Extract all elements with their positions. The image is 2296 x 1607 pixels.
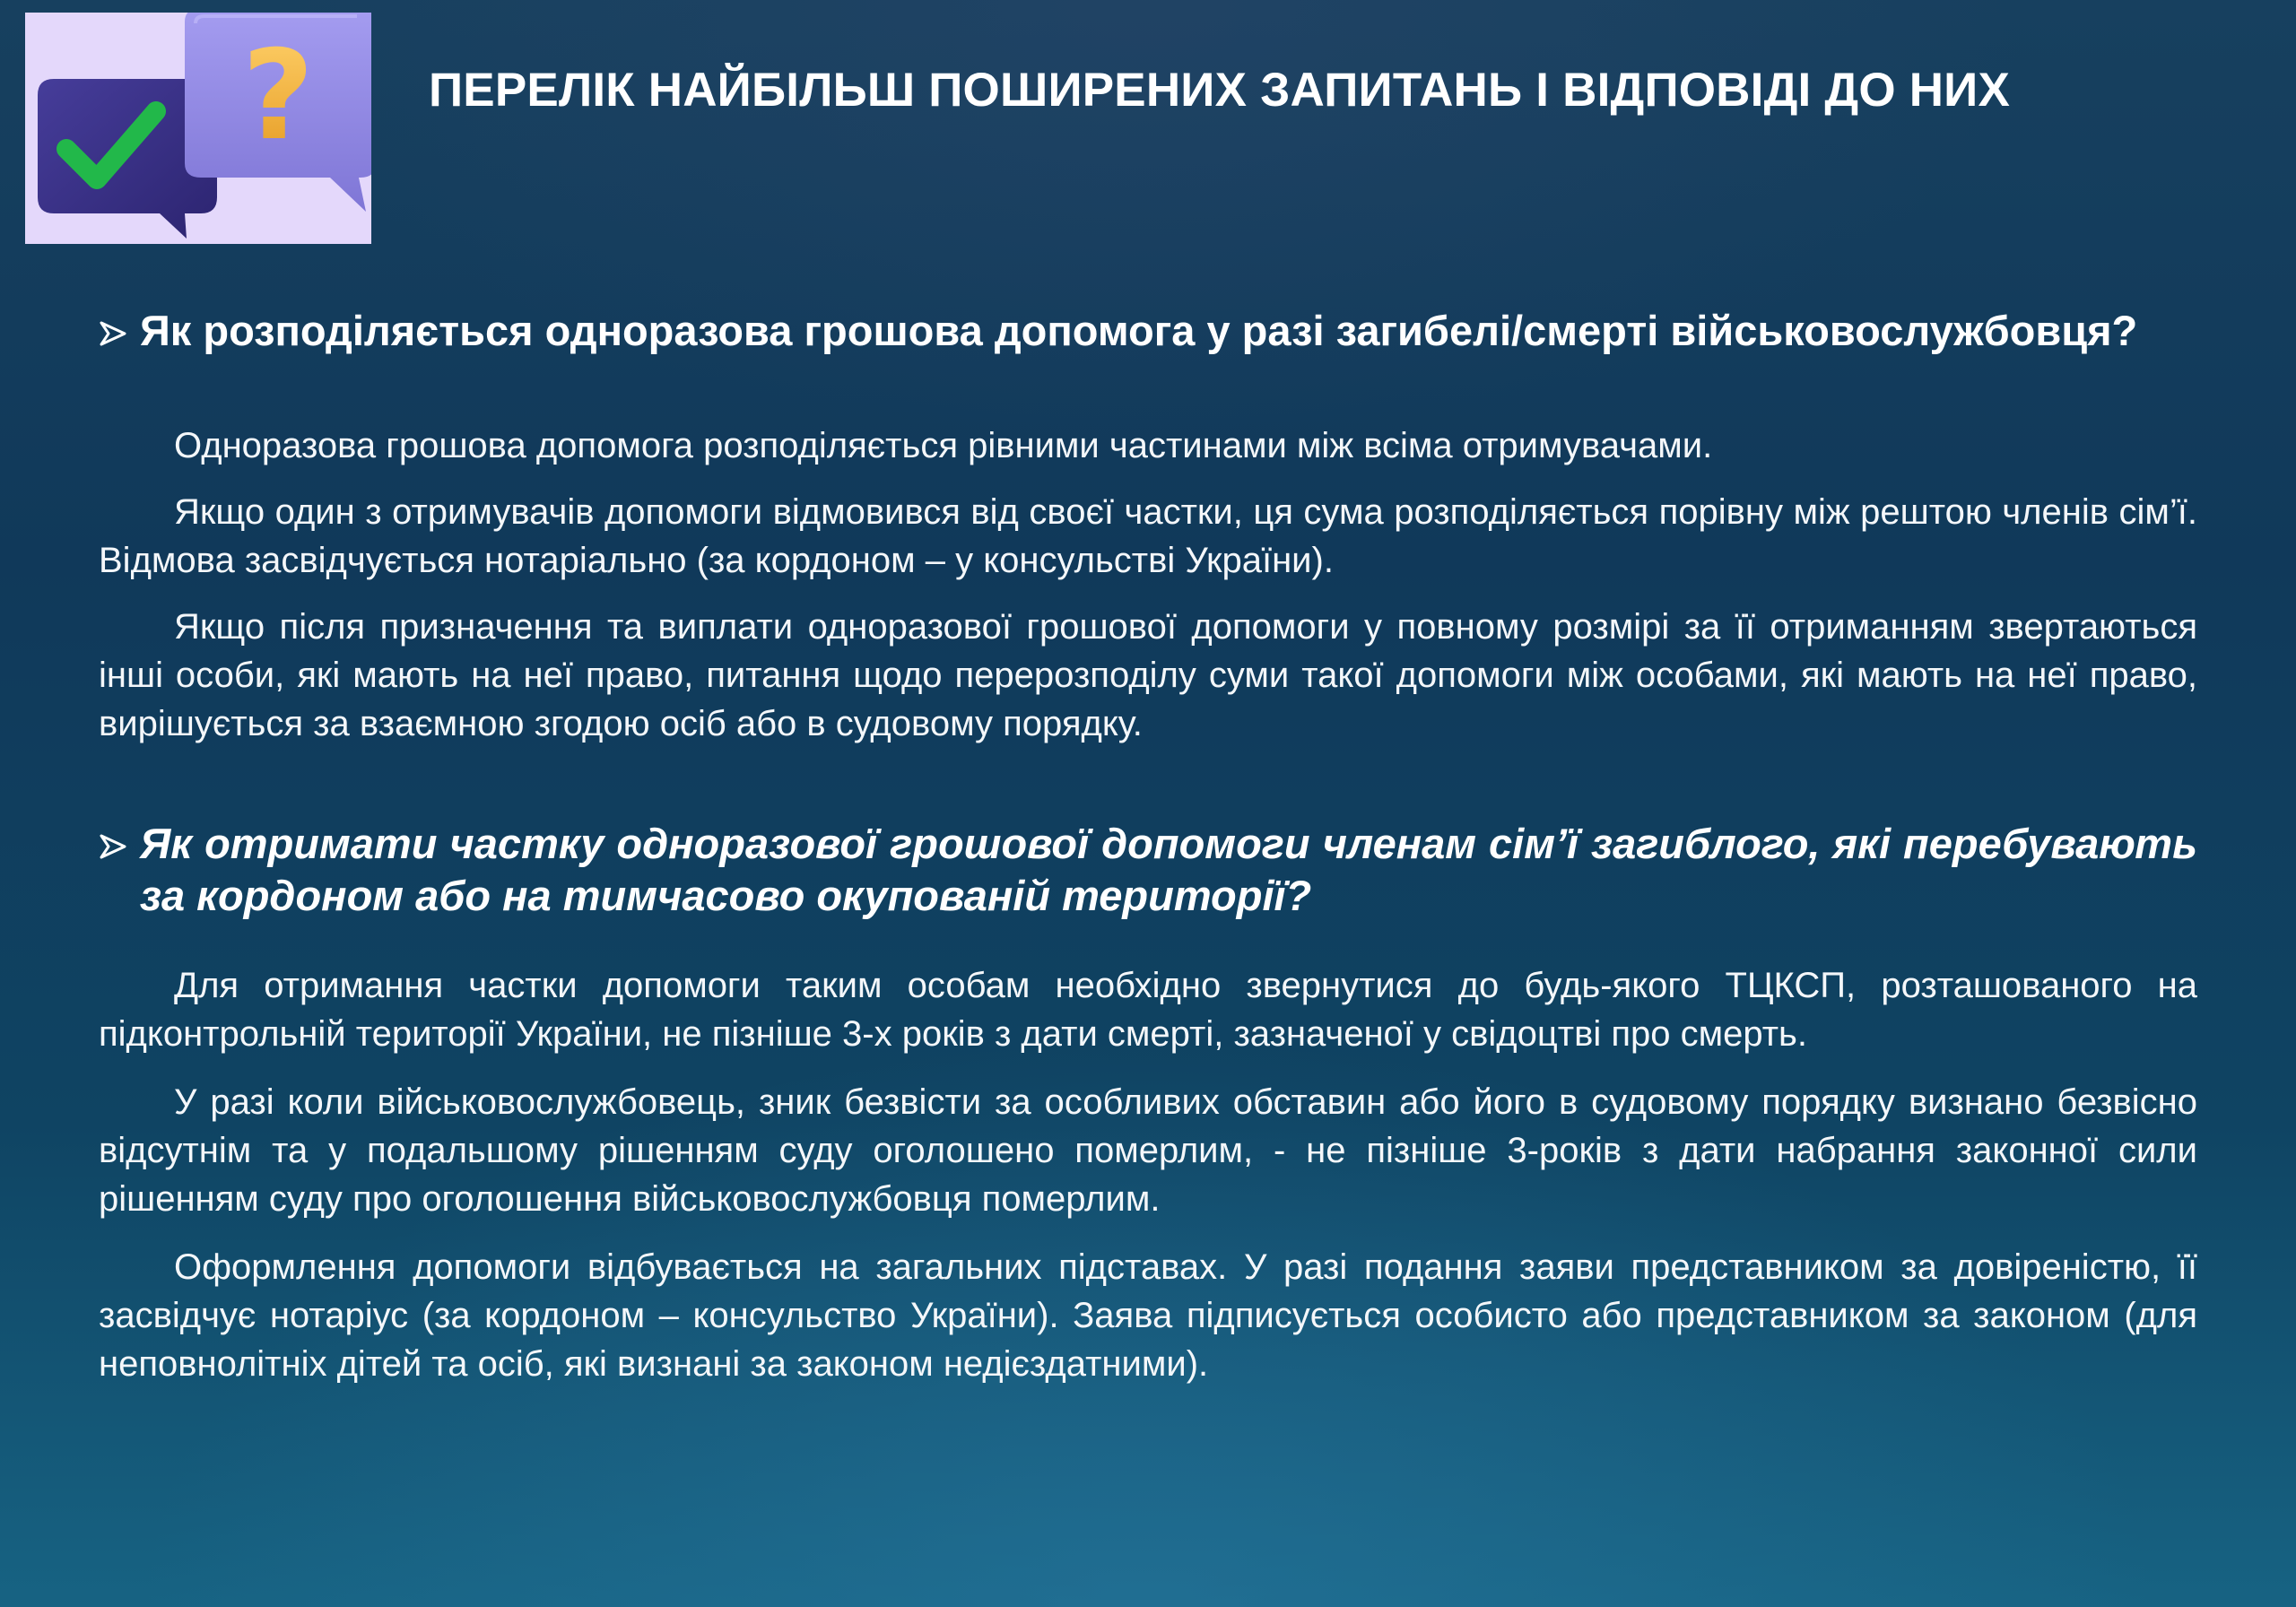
arrow-bullet-icon [99, 319, 127, 348]
faq-answer-1-2: Якщо один з отримувачів допомоги відмовився від своєї частки, ця сума розподіляється порівну між рештою членів сім’ї. Відмова засвідчується нотаріально (за кордоном – у консульстві України). [99, 492, 2197, 580]
chat-bubbles-check-question-icon [25, 13, 371, 244]
arrow-bullet-icon [99, 832, 127, 861]
svg-text:?: ? [241, 23, 315, 168]
faq-question-1-text: Як розподіляється одноразова грошова допомога у разі загибелі/смерті військовослужбовця? [140, 307, 2138, 354]
page-title: ПЕРЕЛІК НАЙБІЛЬШ ПОШИРЕНИХ ЗАПИТАНЬ І ВІДПОВІДІ ДО НИХ [429, 64, 2011, 117]
faq-answer-1-1: Одноразова грошова допомога розподіляється рівними частинами між всіма отримувачами. [174, 426, 1713, 465]
faq-answer-2-2: У разі коли військовослужбовець, зник безвісти за особливих обставин або його в судовому порядку визнано безвісно відсутнім та у подальшому рішенням суду оголошено померлим, - не пізніше 3-років з дати набрання законної сили рішенням суду про оголошення військовослужбовця померлим. [99, 1082, 2197, 1219]
faq-logo [25, 13, 371, 244]
faq-content [99, 305, 2197, 1388]
faq-answer-2-1: Для отримання частки допомоги таким особам необхідно звернутися до будь-якого ТЦКСП, розташованого на підконтрольній території України, не пізніше 3-х років з дати смерті, зазначеної у свідоцтві про смерть. [99, 966, 2197, 1054]
faq-question-2-text: Як отримати частку одноразової грошової допомоги членам сім’ї загиблого, які перебувають за кордоном або на тимчасово окупованій території? [140, 820, 2197, 919]
faq-question-2 [99, 818, 2197, 922]
faq-question-1 [99, 305, 2197, 357]
faq-answer-2-3: Оформлення допомоги відбувається на загальних підставах. У разі подання заяви представником за довіреністю, її засвідчує нотаріус (за кордоном – консульство України). Заява підписується особисто або представником за законом (для неповнолітніх дітей та осіб, які визнані за законом недієздатними). [99, 1247, 2197, 1384]
faq-answer-1-3: Якщо після призначення та виплати одноразової грошової допомоги у повному розмірі за її отриманням звертаються інші особи, які мають на неї право, питання щодо перерозподілу суми такої допомоги між особами, які мають на неї право, вирішується за взаємною згодою осіб або в судовому порядку. [99, 607, 2197, 743]
